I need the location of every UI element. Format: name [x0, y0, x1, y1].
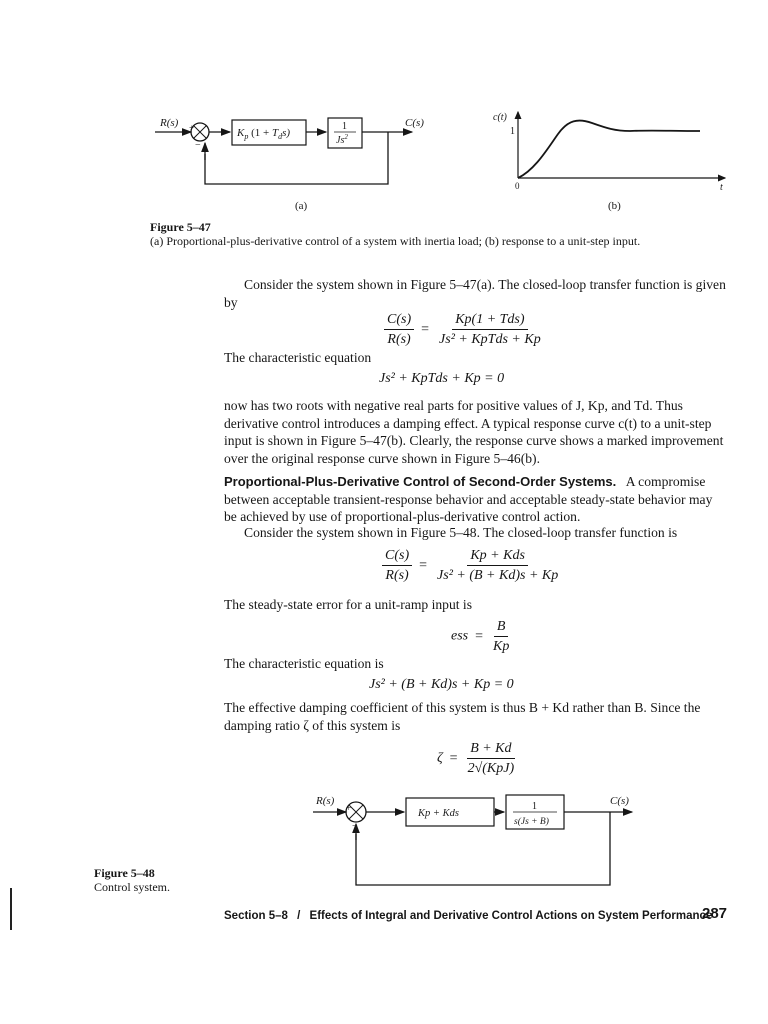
input-label: R(s) — [160, 117, 179, 129]
svg-text:Js2: Js$^2$ — [336, 133, 348, 146]
svg-text:s(Js + B): s(Js + B) — [514, 817, 549, 827]
paragraph-6: The steady-state error for a unit-ramp input is — [224, 597, 472, 612]
equation-steady-state-error: ess = $\frac{B}{Kp}$ — [451, 619, 510, 654]
svg-text:−: − — [195, 140, 201, 151]
paragraph-7: The characteristic equation is — [224, 656, 384, 671]
input-label: R(s) — [316, 795, 335, 807]
footer-separator: / — [297, 910, 301, 922]
svg-text:1: 1 — [532, 801, 537, 812]
figure-5-47-label: Figure 5–47 — [150, 220, 211, 234]
origin-label: 0 — [515, 181, 520, 191]
output-label: C(s) — [610, 795, 629, 807]
figure-5-47b-step-response — [490, 108, 730, 193]
footer-running-head — [224, 910, 712, 922]
svg-text:−: − — [352, 821, 358, 832]
figure-5-48-caption: Control system. — [94, 880, 171, 894]
figure-5-47-sub-a: (a) — [295, 200, 308, 212]
paragraph-8: The effective damping coefficient of this system is thus B + Kd rather than B. Since the damping ratio ζ of this system is — [224, 700, 701, 733]
figure-5-47-sub-b: (b) — [608, 200, 621, 212]
svg-text:Kp (1 + Tds): $K_p$ $(1 + T_ds)$ — [237, 127, 291, 141]
equation-characteristic-1: Js² + KpTds + Kp = 0 — [379, 371, 505, 386]
page-number: 287 — [702, 905, 728, 922]
figure-5-47-caption: (a) Proportional-plus-derivative control of a system with inertia load; (b) response to a unit-step input. — [150, 234, 641, 248]
yaxis-label: c(t) — [493, 112, 507, 123]
equation-damping-ratio: ζ = $\frac{B + Kd}{\text{2√(KpJ)}}$ — [437, 741, 515, 776]
equation-closed-loop-2: $\frac{C(s)}{R(s)}$ = $\frac{\text{Kp + Kds}}{\text{Js² + (B + Kd)s + Kp}}$ — [382, 547, 561, 584]
scan-margin-line — [10, 888, 12, 930]
section-heading: Proportional-Plus-Derivative Control of Second-Order Systems. — [224, 474, 617, 489]
paragraph-1: Consider the system shown in Figure 5–47(a). The closed-loop transfer function is given by — [224, 277, 726, 310]
paragraph-4: Proportional-Plus-Derivative Control of Second-Order Systems. A compromise between acceptable transient-response behavior and acceptable steady-state behavior may be achieved by use of proportional-plus-derivative control action. — [224, 474, 713, 524]
footer-section: Section 5–8 — [224, 910, 288, 922]
figure-5-48-block-diagram — [310, 790, 650, 890]
paragraph-5: Consider the system shown in Figure 5–48. The closed-loop transfer function is — [244, 525, 678, 540]
footer-title: Effects of Integral and Derivative Control Actions on System Performance — [309, 910, 713, 922]
xaxis-label: t — [720, 182, 723, 193]
output-label: C(s) — [405, 117, 424, 129]
svg-text:Kp + Kds: Kp + Kds — [418, 808, 459, 819]
svg-text:1: 1 — [342, 121, 347, 132]
paragraph-3: now has two roots with negative real parts for positive values of J, Kp, and Td. Thus derivative control introduces a damping effect. A typical response curve c(t) to a unit-step input is shown in Figure 5–47(b). Clearly, the response curve shows a marked improvement over the original response curve shown in Figure 5–46(b). — [224, 398, 724, 466]
equation-characteristic-2: Js² + (B + Kd)s + Kp = 0 — [369, 677, 514, 692]
equation-closed-loop-1: $\frac{C(s)}{R(s)}$ = $\frac{\text{Kp(1 + Tds)}}{\text{Js² + KpTds + Kp}}$ — [384, 311, 544, 348]
svg-text:+: + — [189, 123, 195, 133]
response-curve — [518, 121, 700, 178]
paragraph-2: The characteristic equation — [224, 350, 372, 365]
figure-5-47a-block-diagram — [150, 110, 440, 200]
ytick-1: 1 — [510, 126, 515, 137]
figure-5-48-label: Figure 5–48 — [94, 866, 155, 880]
svg-text:+: + — [346, 803, 352, 813]
